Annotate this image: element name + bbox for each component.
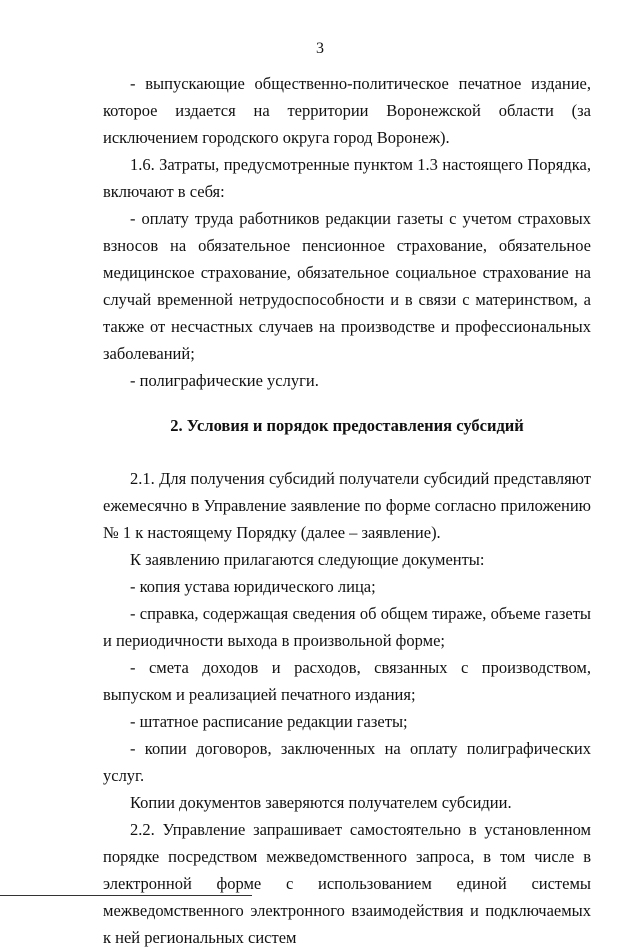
list-item: - смета доходов и расходов, связанных с производством, выпуском и реализацией печатного издания; xyxy=(103,658,591,704)
list-item: - штатное расписание редакции газеты; xyxy=(130,712,408,731)
footnote-divider xyxy=(0,895,252,896)
paragraph: Копии документов заверяются получателем субсидии. xyxy=(130,793,512,812)
paragraph: - оплату труда работников редакции газеты с учетом страховых взносов на обязательное пенсионное страхование, обязательное медицинское страхование, обязательное социальное страхование на случай временной нетрудоспособности и в связи с материнством, а также от несчастных случаев на производстве и профессиональных заболеваний; xyxy=(103,209,591,363)
list-item: - копия устава юридического лица; xyxy=(130,577,376,596)
paragraph: 2.1. Для получения субсидий получатели субсидий представляют ежемесячно в Управление заявление по форме согласно приложению № 1 к настоящему Порядку (далее – заявление). xyxy=(103,469,591,542)
paragraph: К заявлению прилагаются следующие документы: xyxy=(130,550,485,569)
document-body xyxy=(103,70,591,951)
list-item: - справка, содержащая сведения об общем тираже, объеме газеты и периодичности выхода в произвольной форме; xyxy=(103,604,591,650)
paragraph: - выпускающие общественно-политическое печатное издание, которое издается на территории Воронежской области (за исключением городского округа город Воронеж). xyxy=(103,74,591,147)
paragraph: 1.6. Затраты, предусмотренные пунктом 1.3 настоящего Порядка, включают в себя: xyxy=(103,155,591,201)
paragraph: 2.2. Управление запрашивает самостоятельно в установленном порядке посредством межведомственного запроса, в том числе в электронной форме с использованием единой системы межведомственного электронного взаимодействия и подключаемых к ней региональных систем xyxy=(103,820,591,947)
page-number: 3 xyxy=(316,40,324,57)
list-item: - копии договоров, заключенных на оплату полиграфических услуг. xyxy=(103,739,591,785)
paragraph: - полиграфические услуги. xyxy=(130,371,319,390)
section-heading: 2. Условия и порядок предоставления субсидий xyxy=(170,416,524,435)
